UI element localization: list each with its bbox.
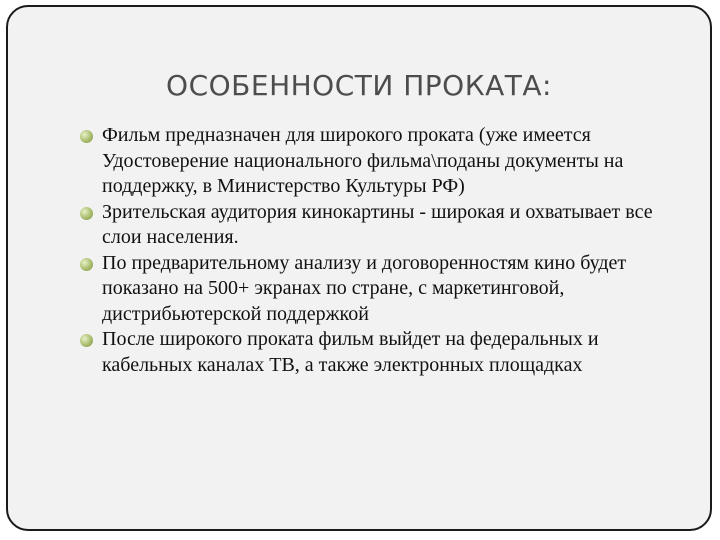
round-bullet-icon <box>80 130 93 143</box>
round-bullet-icon <box>80 207 93 220</box>
round-bullet-icon <box>80 334 93 347</box>
bullet-text: По предварительному анализу и договоренностям кино будет показано на 500+ экранах по стране, с маркетинговой, дистрибьютерской поддержкой <box>102 251 627 325</box>
slide <box>6 5 712 531</box>
slide-title: ОСОБЕННОСТИ ПРОКАТА: <box>166 69 552 102</box>
bullet-item <box>80 123 680 200</box>
round-bullet-icon <box>80 258 93 271</box>
bullet-text: После широкого проката фильм выйдет на федеральных и кабельных каналах ТВ, а также электронных площадках <box>102 328 599 376</box>
bullet-item <box>80 200 680 251</box>
bullet-item <box>80 251 680 328</box>
bullet-item <box>80 327 680 378</box>
bullet-list <box>80 123 680 378</box>
bullet-text: Зрительская аудитория кинокартины - широкая и охватывает все слои населения. <box>102 200 653 248</box>
bullet-text: Фильм предназначен для широкого проката (уже имеется Удостоверение национального фильма\поданы документы на поддержку, в Министерство Культуры РФ) <box>102 124 624 197</box>
